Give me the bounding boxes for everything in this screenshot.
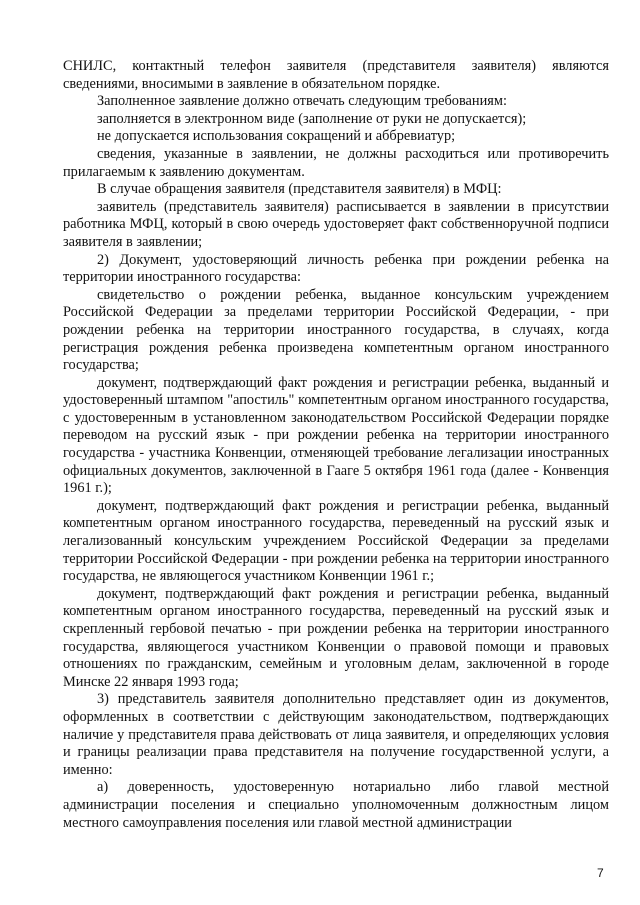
page-number: 7 <box>597 866 604 880</box>
paragraph-requirements-intro: Заполненное заявление должно отвечать следующим требованиям: <box>97 93 507 110</box>
paragraph-consistency: сведения, указанные в заявлении, не должны расходиться или противоречить прилагаемым к заявлению документам. <box>63 145 609 180</box>
paragraph-electronic-form: заполняется в электронном виде (заполнение от руки не допускается); <box>97 110 527 127</box>
paragraph-item-2: 2) Документ, удостоверяющий личность ребенка при рождении ребенка на территории иностранного государства: <box>63 251 609 286</box>
paragraph-minsk-convention: документ, подтверждающий факт рождения и регистрации ребенка, выданный компетентным органом иностранного государства, переведенный на русский язык и скрепленный гербовой печатью - при рождении ребенка на территории иностранного государства, являющегося участником Конвенции о правовой помощи и правовых отношениях по гражданским, семейным и уголовным делам, заключенной в городе Минске 22 января 1993 года; <box>63 585 609 690</box>
paragraph-apostille: документ, подтверждающий факт рождения и регистрации ребенка, выданный и удостоверенный штампом "апостиль" компетентным органом иностранного государства, с удостоверенным в установленном законодательством Российской Федерации порядке переводом на русский язык - при рождении ребенка на территории иностранного государства - участника Конвенции, отменяющей требование легализации иностранных официальных документов, заключенной в Гааге 5 октября 1961 года (далее - Конвенция 1961 г.); <box>63 374 609 497</box>
paragraph-consular-certificate: свидетельство о рождении ребенка, выданное консульским учреждением Российской Федерации за пределами территории Российской Федерации, - при рождении ребенка на территории иностранного государства, в случаях, когда регистрация рождения ребенка произведена компетентным органом иностранного государства; <box>63 286 609 374</box>
paragraph-mfc-intro: В случае обращения заявителя (представителя заявителя) в МФЦ: <box>97 181 502 198</box>
paragraph-item-3: 3) представитель заявителя дополнительно представляет один из документов, оформленных в соответствии с действующим законодательством, подтверждающих наличие у представителя права действовать от лица заявителя, и определяющих условия и границы реализации права представителя на получение государственной услуги, а именно: <box>63 691 609 778</box>
paragraph-no-abbreviations: не допускается использования сокращений и аббревиатур; <box>97 128 456 145</box>
paragraph-legalized: документ, подтверждающий факт рождения и регистрации ребенка, выданный компетентным органом иностранного государства, переведенный на русский язык и легализованный консульским учреждением Российской Федерации за пределами территории Российской Федерации - при рождении ребенка на территории иностранного государства, не являющегося участником Конвенции 1961 г.; <box>63 497 609 585</box>
paragraph-power-of-attorney: а) доверенность, удостоверенную нотариально либо главой местной администрации поселения и специально уполномоченным должностным лицом местного самоуправления поселения или главой местной администрации <box>63 779 609 831</box>
paragraph-snils: СНИЛС, контактный телефон заявителя (представителя заявителя) являются сведениями, вносимыми в заявление в обязательном порядке. <box>63 58 609 92</box>
document-body <box>63 58 609 832</box>
paragraph-mfc-signature: заявитель (представитель заявителя) расписывается в заявлении в присутствии работника МФЦ, который в свою очередь удостоверяет факт собственноручной подписи заявителя в заявлении; <box>63 198 609 250</box>
